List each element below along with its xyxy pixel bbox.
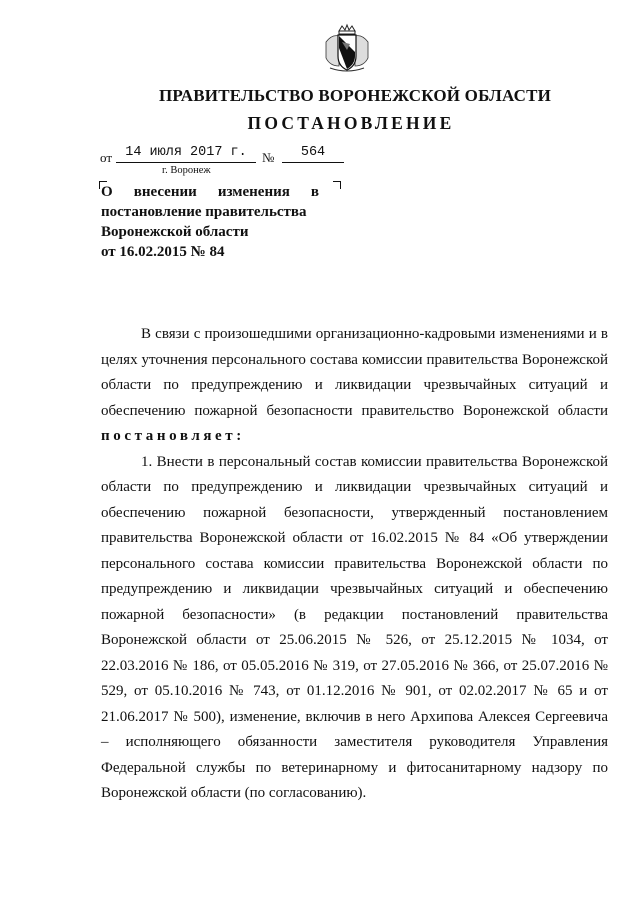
subject-line-3: Воронежской области <box>101 224 249 240</box>
number-label: № <box>262 150 275 165</box>
subject-line-2: постановление правительства <box>101 204 307 220</box>
decree-word: постановляет: <box>101 428 245 444</box>
date-number-row <box>98 144 358 166</box>
subject-line-4: от 16.02.2015 № 84 <box>101 244 225 260</box>
subject-word: изменения <box>217 184 290 200</box>
item-1-text: 1. Внести в персональный состав комиссии правительства Воронежской области по предупреждению и ликвидации чрезвычайных ситуаций и обеспечению пожарной безопасности, утвержденный постановлением правительства Воронежской области от 16.02.2015 № 84 «Об утверждении персонального состава комиссии правительства Воронежской области по предупреждению и ликвидации чрезвычайных ситуаций и обеспечению пожарной безопасности» (в редакции постановлений правительства Воронежской области от 25.06.2015 № 526, от 25.12.2015 № 1034, от 22.03.2016 № 186, от 05.05.2016 № 319, от 27.05.2016 № 366, от 25.07.2016 № 529, от 05.10.2016 № 743, от 01.12.2016 № 901, от 02.02.2017 № 65 и от 21.06.2017 № 500), изменение, включив в него Архипова Алексея Сергеевича – исполняющего обязанности заместителя руководителя Управления Федеральной службы по ветеринарному и фитосанитарному надзору по Воронежской области (по согласованию). <box>101 453 608 801</box>
from-label: от <box>100 150 113 165</box>
document-number: 564 <box>282 144 344 163</box>
document-date: 14 июля 2017 г. <box>116 144 256 163</box>
item-1-paragraph <box>101 450 608 807</box>
subject-word: О <box>101 184 113 200</box>
document-type: ПОСТАНОВЛЕНИЕ <box>247 113 455 133</box>
intro-paragraph <box>101 322 608 450</box>
intro-text: В связи с произошедшими организационно-кадровыми изменениями и в целях уточнения персонального состава комиссии правительства Воронежской области по предупреждению и ликвидации чрезвычайных ситуаций и обеспечению пожарной безопасности правительство Воронежской области <box>101 326 608 419</box>
voronezh-coat-of-arms-icon <box>320 22 374 76</box>
subject-bracket-right <box>333 181 341 189</box>
document-subject <box>101 182 319 262</box>
government-title: ПРАВИТЕЛЬСТВО ВОРОНЕЖСКОЙ ОБЛАСТИ <box>158 86 552 105</box>
city-label: г. Воронеж <box>162 165 211 176</box>
document-body <box>101 322 608 807</box>
subject-line-1 <box>101 182 319 202</box>
subject-word: в <box>310 184 320 200</box>
subject-word: внесении <box>133 184 197 200</box>
